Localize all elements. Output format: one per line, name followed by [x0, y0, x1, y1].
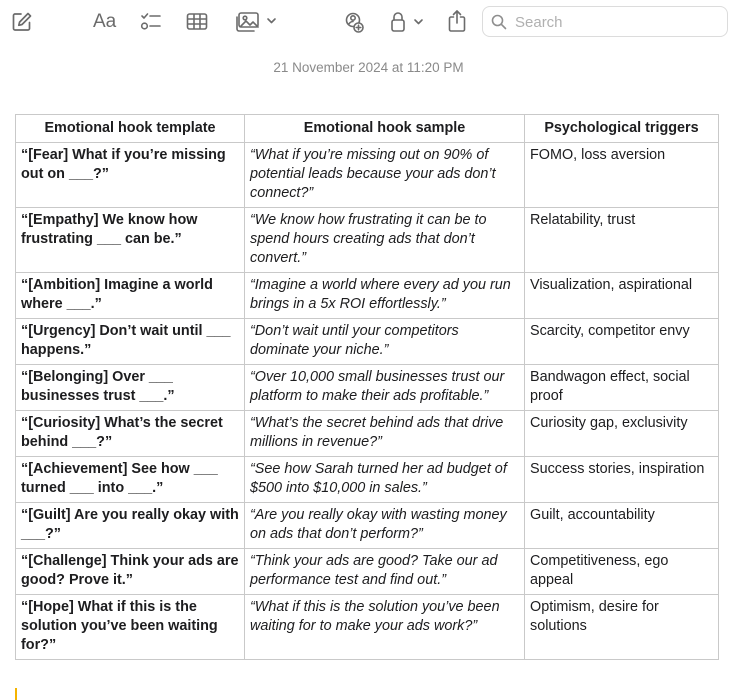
- triggers-cell[interactable]: Optimism, desire for solutions: [525, 595, 719, 660]
- sample-cell[interactable]: “Are you really okay with wasting money on ads that don’t perform?”: [245, 503, 525, 549]
- table-row: [16, 273, 719, 319]
- table-row: [16, 549, 719, 595]
- sample-cell[interactable]: “Think your ads are good? Take our ad performance test and find out.”: [245, 549, 525, 595]
- search-input[interactable]: [513, 11, 717, 34]
- text-format-icon[interactable]: Aa: [93, 11, 117, 32]
- triggers-cell[interactable]: Competitiveness, ego appeal: [525, 549, 719, 595]
- sample-cell[interactable]: “Imagine a world where every ad you run brings in a 5x ROI effortlessly.”: [245, 273, 525, 319]
- template-cell[interactable]: “[Achievement] See how ___ turned ___ into ___.”: [16, 457, 245, 503]
- triggers-cell[interactable]: Bandwagon effect, social proof: [525, 365, 719, 411]
- table-row: [16, 457, 719, 503]
- triggers-cell[interactable]: Relatability, trust: [525, 208, 719, 273]
- search-box[interactable]: [482, 6, 728, 37]
- sample-cell[interactable]: “What if this is the solution you’ve been waiting for to make your ads work?”: [245, 595, 525, 660]
- sample-cell[interactable]: “Over 10,000 small businesses trust our platform to make their ads profitable.”: [245, 365, 525, 411]
- collaborate-icon[interactable]: [341, 10, 365, 34]
- toolbar: [0, 0, 737, 46]
- sample-cell[interactable]: “We know how frustrating it can be to spend hours creating ads that don’t convert.”: [245, 208, 525, 273]
- lock-icon[interactable]: [390, 10, 426, 34]
- template-cell[interactable]: “[Urgency] Don’t wait until ___ happens.”: [16, 319, 245, 365]
- sample-cell[interactable]: “What’s the secret behind ads that drive millions in revenue?”: [245, 411, 525, 457]
- table-row: [16, 411, 719, 457]
- sample-cell[interactable]: “See how Sarah turned her ad budget of $500 into $10,000 in sales.”: [245, 457, 525, 503]
- template-cell[interactable]: “[Belonging] Over ___ businesses trust ___.”: [16, 365, 245, 411]
- compose-icon[interactable]: [11, 11, 33, 33]
- text-cursor: [15, 688, 17, 700]
- note-timestamp: 21 November 2024 at 11:20 PM: [273, 60, 464, 75]
- triggers-cell[interactable]: Success stories, inspiration: [525, 457, 719, 503]
- template-cell[interactable]: “[Curiosity] What’s the secret behind ___?”: [16, 411, 245, 457]
- sample-cell[interactable]: “What if you’re missing out on 90% of potential leads because your ads don’t connect?”: [245, 143, 525, 208]
- table-icon[interactable]: [186, 12, 208, 32]
- triggers-cell[interactable]: Curiosity gap, exclusivity: [525, 411, 719, 457]
- template-cell[interactable]: “[Guilt] Are you really okay with ___?”: [16, 503, 245, 549]
- checklist-icon[interactable]: [140, 11, 162, 33]
- table-row: [16, 208, 719, 273]
- table-row: [16, 365, 719, 411]
- table-row: [16, 143, 719, 208]
- media-icon[interactable]: [235, 11, 277, 33]
- triggers-cell[interactable]: FOMO, loss aversion: [525, 143, 719, 208]
- table-row: [16, 503, 719, 549]
- column-header-template[interactable]: Emotional hook template: [16, 115, 245, 143]
- triggers-cell[interactable]: Guilt, accountability: [525, 503, 719, 549]
- template-cell[interactable]: “[Hope] What if this is the solution you’ve been waiting for?”: [16, 595, 245, 660]
- sample-cell[interactable]: “Don’t wait until your competitors dominate your niche.”: [245, 319, 525, 365]
- hooks-table: [15, 114, 719, 660]
- template-cell[interactable]: “[Empathy] We know how frustrating ___ can be.”: [16, 208, 245, 273]
- table-header-row: [16, 115, 719, 143]
- search-icon: [491, 14, 507, 35]
- triggers-cell[interactable]: Scarcity, competitor envy: [525, 319, 719, 365]
- template-cell[interactable]: “[Fear] What if you’re missing out on ___?”: [16, 143, 245, 208]
- column-header-triggers[interactable]: Psychological triggers: [525, 115, 719, 143]
- triggers-cell[interactable]: Visualization, aspirational: [525, 273, 719, 319]
- table-row: [16, 595, 719, 660]
- template-cell[interactable]: “[Challenge] Think your ads are good? Prove it.”: [16, 549, 245, 595]
- table-row: [16, 319, 719, 365]
- template-cell[interactable]: “[Ambition] Imagine a world where ___.”: [16, 273, 245, 319]
- share-icon[interactable]: [447, 9, 467, 33]
- column-header-sample[interactable]: Emotional hook sample: [245, 115, 525, 143]
